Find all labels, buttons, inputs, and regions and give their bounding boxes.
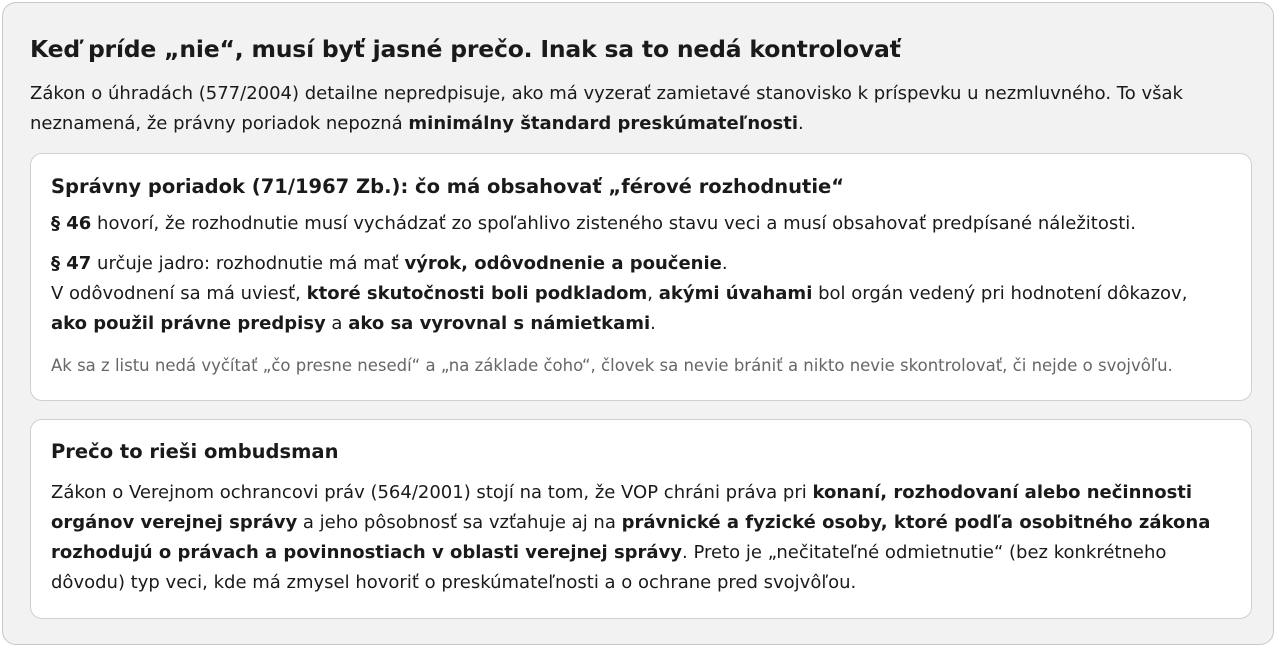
page-title: Keď príde „nie“, musí byť jasné prečo. Inak sa to nedá kontrolovať (30, 35, 901, 63)
card-title: Správny poriadok (71/1967 Zb.): čo má obsahovať „férové rozhodnutie“ (51, 175, 845, 198)
paragraph-text: Zákon o Verejnom ochrancovi práv (564/2001) stojí na tom, že VOP chráni práva pri (51, 482, 813, 503)
paragraph-text: . (650, 313, 656, 334)
card-title: Prečo to rieši ombudsman (51, 440, 339, 463)
paragraph-text: . Preto je „nečitateľné odmietnutie“ (bez konkrétneho dôvodu) typ veci, kde má zmysel hovoriť o preskúmateľnosti a o ochrane pred svojvôľou. (51, 542, 1167, 593)
paragraph-ombudsman (51, 478, 1231, 598)
paragraph-emphasis: ako sa vyrovnal s námietkami (348, 313, 651, 334)
paragraph-emphasis: výrok, odôvodnenie a poučenie (404, 253, 722, 274)
paragraph-text: , (647, 283, 659, 304)
content-panel (2, 2, 1274, 645)
paragraph-text: hovorí, že rozhodnutie musí vychádzať zo spoľahlivo zisteného stavu veci a musí obsahovať predpísané náležitosti. (91, 213, 1137, 234)
paragraph-emphasis: právnické a fyzické osoby, ktoré podľa osobitného zákona rozhodujú o právach a povinnostiach v oblasti verejnej správy (51, 512, 1211, 563)
paragraph-text: V odôvodnení sa má uviesť, (51, 283, 307, 304)
intro-text-end: . (798, 113, 804, 134)
paragraph-emphasis: ako použil právne predpisy (51, 313, 326, 334)
paragraph-line (51, 279, 1231, 309)
intro-emphasis: minimálny štandard preskúmateľnosti (408, 113, 799, 134)
paragraph-text: a jeho pôsobnosť sa vzťahuje aj na (297, 512, 622, 533)
paragraph-text: a (325, 313, 349, 334)
paragraph-47 (51, 249, 1231, 339)
paragraph-text: určuje jadro: rozhodnutie má mať (91, 253, 405, 274)
paragraph-line (51, 249, 1231, 279)
section-ref: § 47 (51, 253, 92, 274)
note-text: Ak sa z listu nedá vyčítať „čo presne nesedí“ a „na základe čoho“, človek sa nevie brániť a nikto nevie skontrolovať, či nejde o svojvôľu. (51, 356, 1173, 375)
card-ombudsman (30, 419, 1252, 619)
section-ref: § 46 (51, 213, 92, 234)
paragraph-46 (51, 209, 1231, 239)
card-spravny-poriadok (30, 153, 1252, 401)
paragraph-emphasis: akými úvahami (658, 283, 813, 304)
paragraph-line (51, 309, 1231, 339)
intro-paragraph (30, 79, 1230, 139)
paragraph-text: . (721, 253, 728, 274)
paragraph-emphasis: ktoré skutočnosti boli podkladom (306, 283, 648, 304)
paragraph-emphasis: konaní, rozhodovaní alebo nečinnosti orgánov verejnej správy (51, 482, 1193, 533)
intro-text: Zákon o úhradách (577/2004) detailne nepredpisuje, ako má vyzerať zamietavé stanovisko k príspevku u nezmluvného. To však neznamená, že právny poriadok nepozná (30, 83, 1183, 134)
paragraph-text: bol orgán vedený pri hodnotení dôkazov, (812, 283, 1188, 304)
